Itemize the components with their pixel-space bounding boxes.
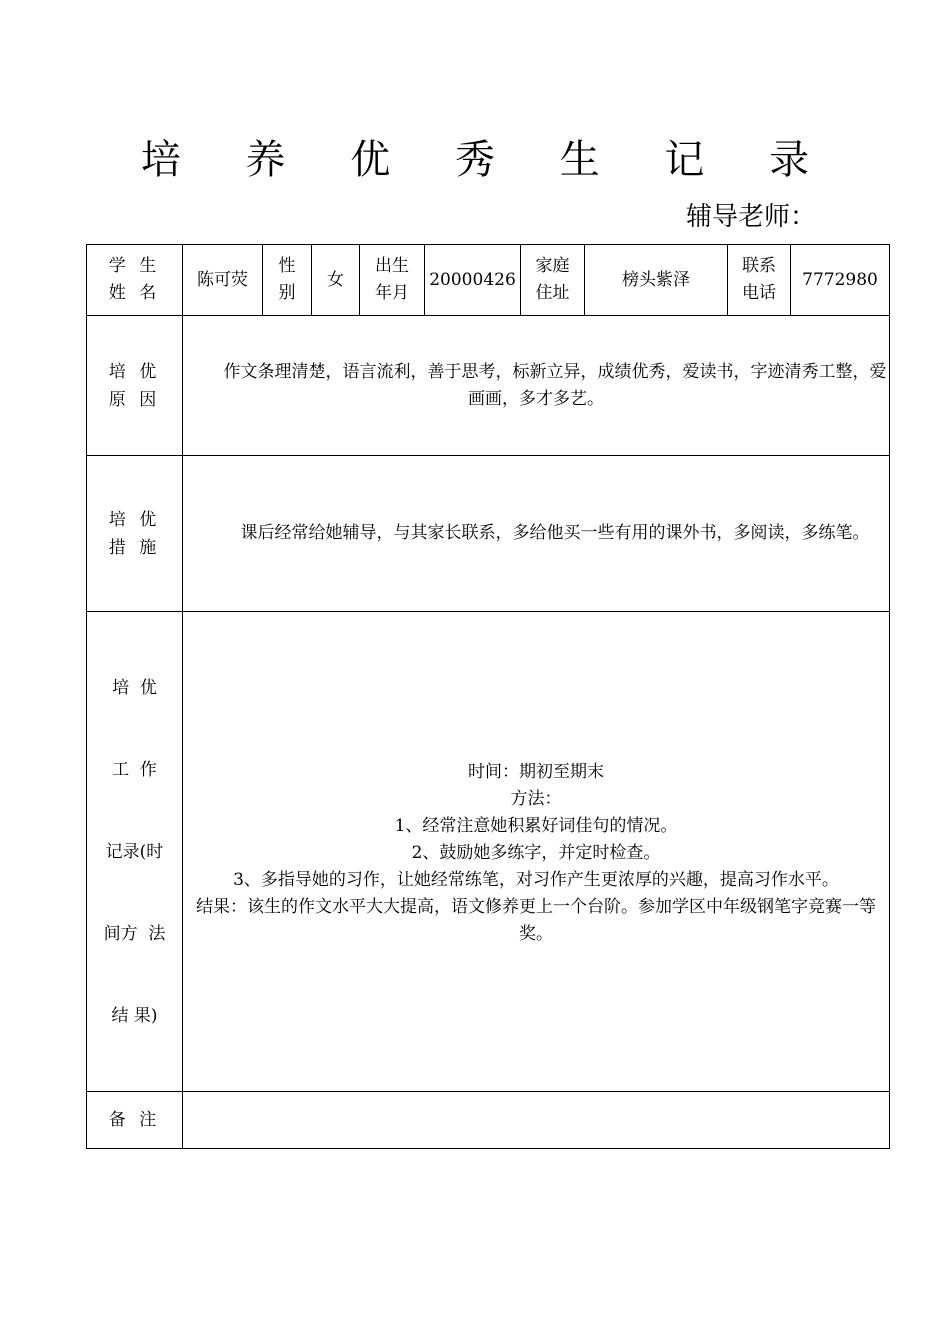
measures-row <box>87 456 890 612</box>
gender-value: 女 <box>312 245 360 316</box>
tutor-teacher-label: 辅导老师： <box>686 202 817 232</box>
record-table <box>86 244 890 1149</box>
record-method-item: 2、鼓励她多练字，并定时检查。 <box>411 843 661 863</box>
work-record-row <box>87 612 890 1092</box>
gender-label: 性 别 <box>263 245 312 316</box>
reason-text: 作文条理清楚，语言流利，善于思考，标新立异，成绩优秀，爱读书，字迹清秀工整，爱画画，多才多艺。 <box>223 361 887 409</box>
remarks-label: 备 注 <box>87 1092 183 1149</box>
reason-content <box>183 316 890 456</box>
record-method-item: 1、经常注意她积累好词佳句的情况。 <box>394 816 678 836</box>
work-record-label: 培 优 工 作 记录(时 间方 法 结 果) <box>87 612 183 1092</box>
remarks-row <box>87 1092 890 1149</box>
measures-text: 课后经常给她辅导，与其家长联系，多给他买一些有用的课外书，多阅读，多练笔。 <box>240 523 870 543</box>
record-result-line: 结果：该生的作文水平大大提高，语文修养更上一个台阶。参加学区中年级钢笔字竞赛一等奖。 <box>196 897 876 944</box>
address-label: 家庭 住址 <box>521 245 585 316</box>
work-record-content <box>183 612 890 1092</box>
phone-label: 联系 电话 <box>728 245 791 316</box>
birth-value: 20000426 <box>425 245 521 316</box>
student-name-label: 学 生 姓 名 <box>87 245 183 316</box>
record-method-item: 3、多指导她的习作，让她经常练笔，对习作产生更浓厚的兴趣，提高习作水平。 <box>233 870 839 890</box>
reason-label: 培 优 原 因 <box>87 316 183 456</box>
remarks-content <box>183 1092 890 1149</box>
record-time-line: 时间：期初至期末 <box>468 762 604 782</box>
student-info-row <box>87 245 890 316</box>
measures-content <box>183 456 890 612</box>
record-method-heading: 方法： <box>510 789 562 809</box>
address-value: 榜头紫泽 <box>585 245 728 316</box>
student-name-value: 陈可荧 <box>183 245 263 316</box>
phone-value: 7772980 <box>791 245 890 316</box>
page-title: 培 养 优 秀 生 记 录 <box>140 137 836 183</box>
reason-row <box>87 316 890 456</box>
birth-label: 出生 年月 <box>360 245 425 316</box>
measures-label: 培 优 措 施 <box>87 456 183 612</box>
